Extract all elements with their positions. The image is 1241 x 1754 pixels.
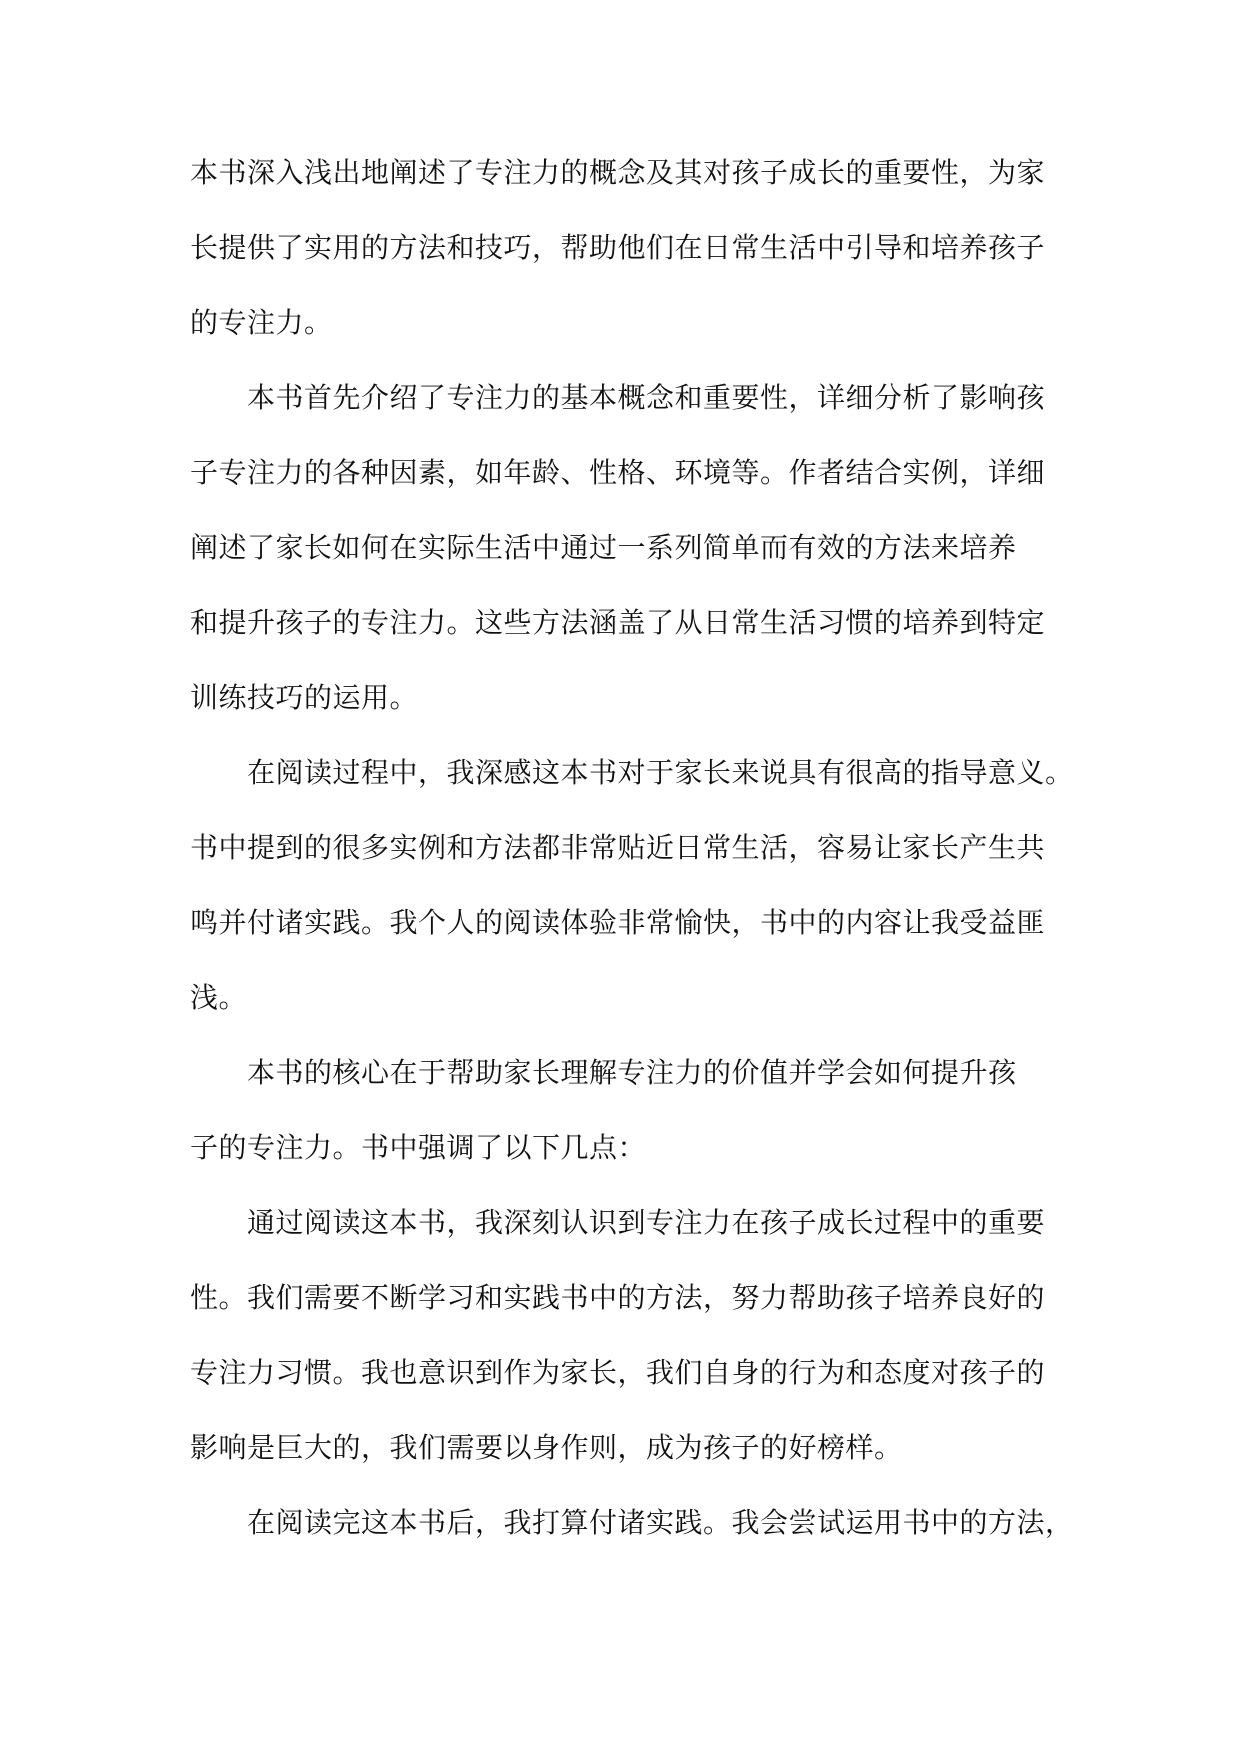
text-line: 子专注力的各种因素，如年龄、性格、环境等。作者结合实例，详细 <box>190 456 1046 489</box>
text-line: 本书深入浅出地阐述了专注力的概念及其对孩子成长的重要性，为家 <box>190 156 1046 189</box>
text-line: 专注力习惯。我也意识到作为家长，我们自身的行为和态度对孩子的 <box>190 1356 1046 1389</box>
text-line: 训练技巧的运用。 <box>190 681 419 714</box>
text-line: 和提升孩子的专注力。这些方法涵盖了从日常生活习惯的培养到特定 <box>190 606 1046 639</box>
text-line: 影响是巨大的，我们需要以身作则，成为孩子的好榜样。 <box>190 1431 903 1464</box>
text-line: 鸣并付诸实践。我个人的阅读体验非常愉快，书中的内容让我受益匪 <box>190 906 1046 939</box>
text-line: 通过阅读这本书，我深刻认识到专注力在孩子成长过程中的重要 <box>247 1206 1046 1239</box>
text-line: 的专注力。 <box>190 306 333 339</box>
text-line: 阐述了家长如何在实际生活中通过一系列简单而有效的方法来培养 <box>190 531 1017 564</box>
text-line: 本书首先介绍了专注力的基本概念和重要性，详细分析了影响孩 <box>247 381 1046 414</box>
text-line: 浅。 <box>190 981 248 1014</box>
text-line: 长提供了实用的方法和技巧，帮助他们在日常生活中引导和培养孩子 <box>190 231 1046 264</box>
text-line: 本书的核心在于帮助家长理解专注力的价值并学会如何提升孩 <box>247 1056 1017 1089</box>
text-line: 在阅读完这本书后，我打算付诸实践。我会尝试运用书中的方法， <box>247 1506 1074 1539</box>
text-line: 子的专注力。书中强调了以下几点： <box>190 1131 647 1164</box>
text-line: 书中提到的很多实例和方法都非常贴近日常生活，容易让家长产生共 <box>190 831 1046 864</box>
text-line: 性。我们需要不断学习和实践书中的方法，努力帮助孩子培养良好的 <box>190 1281 1046 1314</box>
text-line: 在阅读过程中，我深感这本书对于家长来说具有很高的指导意义。 <box>247 756 1074 789</box>
